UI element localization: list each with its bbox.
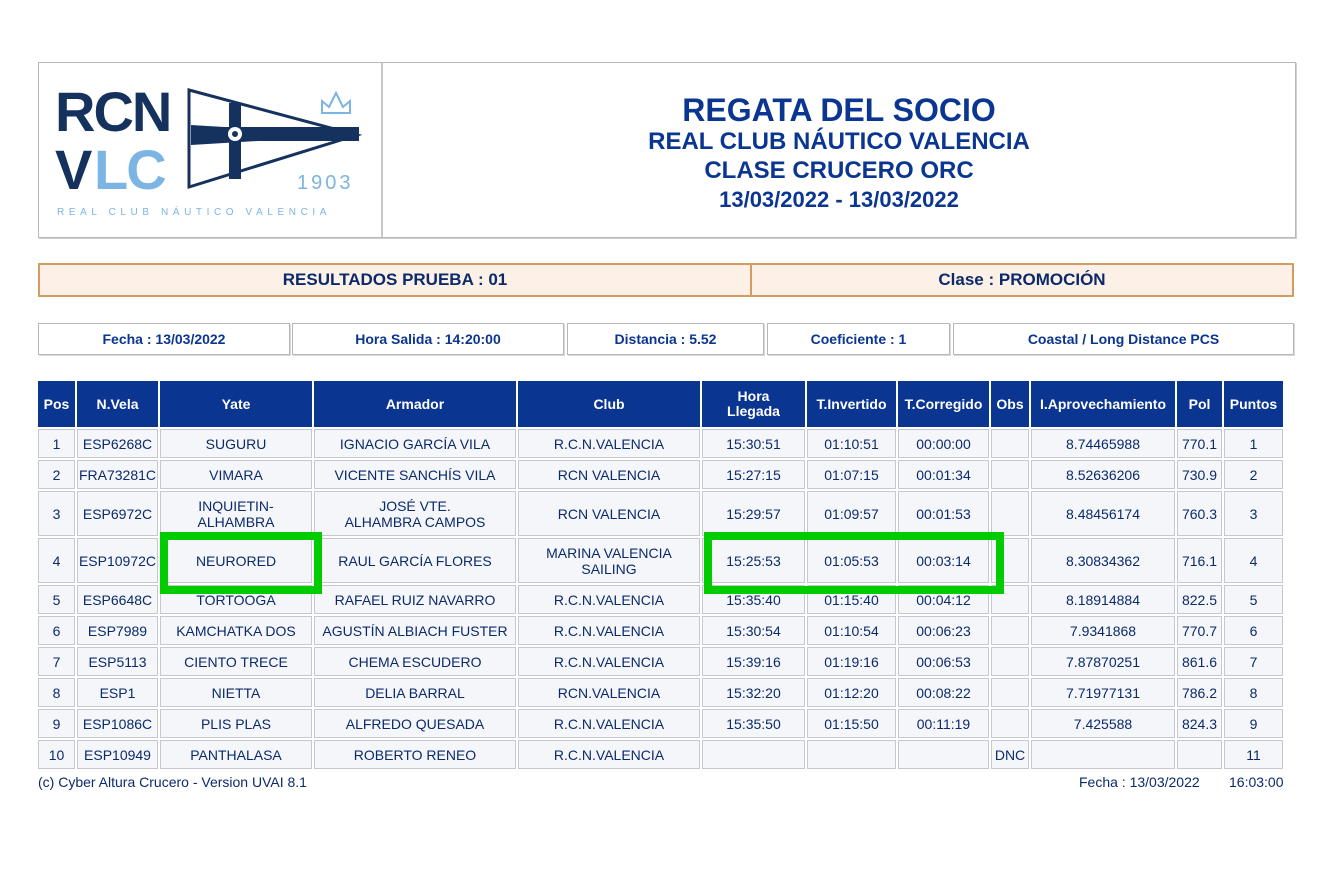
cell-corrected bbox=[898, 740, 989, 769]
cell-arrival: 15:27:15 bbox=[702, 460, 805, 489]
cell-yacht: NIETTA bbox=[160, 678, 312, 707]
col-club: Club bbox=[518, 381, 700, 427]
cell-corrected: 00:01:34 bbox=[898, 460, 989, 489]
header-titles bbox=[383, 63, 1295, 237]
results-title: RESULTADOS PRUEBA : 01 bbox=[40, 265, 752, 295]
cell-pol: 822.5 bbox=[1177, 585, 1222, 614]
cell-pos: 9 bbox=[38, 709, 75, 738]
table-row bbox=[38, 585, 1283, 614]
cell-corrected: 00:00:00 bbox=[898, 429, 989, 458]
cell-obs bbox=[991, 538, 1029, 583]
col-points: Puntos bbox=[1224, 381, 1283, 427]
cell-yacht: PANTHALASA bbox=[160, 740, 312, 769]
cell-performance: 8.30834362 bbox=[1031, 538, 1175, 583]
document-header bbox=[38, 62, 1296, 238]
cell-obs bbox=[991, 647, 1029, 676]
cell-club: R.C.N.VALENCIA bbox=[518, 740, 700, 769]
table-row bbox=[38, 538, 1283, 583]
cell-pol: 730.9 bbox=[1177, 460, 1222, 489]
cell-corrected: 00:04:12 bbox=[898, 585, 989, 614]
col-pos: Pos bbox=[38, 381, 75, 427]
cell-performance: 8.18914884 bbox=[1031, 585, 1175, 614]
cell-obs: DNC bbox=[991, 740, 1029, 769]
cell-pos: 6 bbox=[38, 616, 75, 645]
cell-points: 1 bbox=[1224, 429, 1283, 458]
col-pol: Pol bbox=[1177, 381, 1222, 427]
cell-yacht: KAMCHATKA DOS bbox=[160, 616, 312, 645]
cell-points: 11 bbox=[1224, 740, 1283, 769]
cell-owner: IGNACIO GARCÍA VILA bbox=[314, 429, 516, 458]
cell-pos: 1 bbox=[38, 429, 75, 458]
cell-arrival: 15:30:54 bbox=[702, 616, 805, 645]
cell-pos: 5 bbox=[38, 585, 75, 614]
info-date: Fecha : 13/03/2022 bbox=[38, 323, 290, 355]
table-row bbox=[38, 709, 1283, 738]
results-table bbox=[36, 379, 1285, 771]
cell-sail: ESP1086C bbox=[77, 709, 158, 738]
cell-elapsed: 01:05:53 bbox=[807, 538, 896, 583]
event-dates: 13/03/2022 - 13/03/2022 bbox=[719, 187, 959, 212]
col-obs: Obs bbox=[991, 381, 1029, 427]
cell-sail: ESP5113 bbox=[77, 647, 158, 676]
cell-points: 6 bbox=[1224, 616, 1283, 645]
cell-elapsed: 01:15:40 bbox=[807, 585, 896, 614]
cell-elapsed: 01:19:16 bbox=[807, 647, 896, 676]
cell-obs bbox=[991, 585, 1029, 614]
footer-time: 16:03:00 bbox=[1229, 774, 1284, 790]
cell-points: 2 bbox=[1224, 460, 1283, 489]
cell-performance: 7.9341868 bbox=[1031, 616, 1175, 645]
cell-pol bbox=[1177, 740, 1222, 769]
cell-owner: ROBERTO RENEO bbox=[314, 740, 516, 769]
cell-club: MARINA VALENCIA SAILING bbox=[518, 538, 700, 583]
cell-club: R.C.N.VALENCIA bbox=[518, 647, 700, 676]
cell-pos: 8 bbox=[38, 678, 75, 707]
cell-elapsed bbox=[807, 740, 896, 769]
cell-performance: 7.71977131 bbox=[1031, 678, 1175, 707]
cell-sail: ESP6972C bbox=[77, 491, 158, 536]
cell-sail: ESP6648C bbox=[77, 585, 158, 614]
cell-club: RCN VALENCIA bbox=[518, 460, 700, 489]
cell-owner: RAFAEL RUIZ NAVARRO bbox=[314, 585, 516, 614]
col-sail-number: N.Vela bbox=[77, 381, 158, 427]
info-start-time: Hora Salida : 14:20:00 bbox=[292, 323, 564, 355]
cell-club: R.C.N.VALENCIA bbox=[518, 585, 700, 614]
cell-pos: 7 bbox=[38, 647, 75, 676]
cell-pos: 4 bbox=[38, 538, 75, 583]
cell-club: R.C.N.VALENCIA bbox=[518, 616, 700, 645]
col-yacht: Yate bbox=[160, 381, 312, 427]
cell-elapsed: 01:10:54 bbox=[807, 616, 896, 645]
svg-text:LC: LC bbox=[94, 138, 165, 201]
info-coefficient: Coeficiente : 1 bbox=[767, 323, 950, 355]
col-owner: Armador bbox=[314, 381, 516, 427]
club-name: REAL CLUB NÁUTICO VALENCIA bbox=[648, 128, 1030, 155]
cell-elapsed: 01:10:51 bbox=[807, 429, 896, 458]
cell-yacht: TORTOOGA bbox=[160, 585, 312, 614]
cell-club: R.C.N.VALENCIA bbox=[518, 429, 700, 458]
cell-elapsed: 01:09:57 bbox=[807, 491, 896, 536]
cell-club: RCN.VALENCIA bbox=[518, 678, 700, 707]
class-name: CLASE CRUCERO ORC bbox=[704, 157, 974, 184]
cell-pos: 10 bbox=[38, 740, 75, 769]
table-row bbox=[38, 616, 1283, 645]
cell-pol: 770.1 bbox=[1177, 429, 1222, 458]
cell-club: R.C.N.VALENCIA bbox=[518, 709, 700, 738]
svg-text:1903: 1903 bbox=[297, 172, 354, 194]
info-method: Coastal / Long Distance PCS bbox=[953, 323, 1294, 355]
cell-sail: ESP7989 bbox=[77, 616, 158, 645]
cell-arrival: 15:30:51 bbox=[702, 429, 805, 458]
cell-pos: 2 bbox=[38, 460, 75, 489]
cell-sail: ESP6268C bbox=[77, 429, 158, 458]
table-row bbox=[38, 647, 1283, 676]
cell-arrival: 15:25:53 bbox=[702, 538, 805, 583]
cell-arrival bbox=[702, 740, 805, 769]
table-row bbox=[38, 740, 1283, 769]
cell-pol: 760.3 bbox=[1177, 491, 1222, 536]
cell-elapsed: 01:12:20 bbox=[807, 678, 896, 707]
cell-obs bbox=[991, 616, 1029, 645]
cell-sail: ESP1 bbox=[77, 678, 158, 707]
cell-pol: 770.7 bbox=[1177, 616, 1222, 645]
cell-sail: FRA73281C bbox=[77, 460, 158, 489]
col-arrival: Hora Llegada bbox=[702, 381, 805, 427]
cell-obs bbox=[991, 491, 1029, 536]
cell-points: 5 bbox=[1224, 585, 1283, 614]
info-distance: Distancia : 5.52 bbox=[567, 323, 764, 355]
class-title: Clase : PROMOCIÓN bbox=[938, 270, 1106, 289]
cell-sail: ESP10949 bbox=[77, 740, 158, 769]
col-performance: I.Aprovechamiento bbox=[1031, 381, 1175, 427]
cell-performance: 7.425588 bbox=[1031, 709, 1175, 738]
cell-pos: 3 bbox=[38, 491, 75, 536]
cell-performance: 7.87870251 bbox=[1031, 647, 1175, 676]
svg-text:V: V bbox=[55, 138, 91, 201]
cell-elapsed: 01:15:50 bbox=[807, 709, 896, 738]
cell-yacht: NEURORED bbox=[160, 538, 312, 583]
cell-owner: VICENTE SANCHÍS VILA bbox=[314, 460, 516, 489]
cell-corrected: 00:06:53 bbox=[898, 647, 989, 676]
cell-points: 3 bbox=[1224, 491, 1283, 536]
cell-yacht: VIMARA bbox=[160, 460, 312, 489]
cell-arrival: 15:32:20 bbox=[702, 678, 805, 707]
cell-pol: 786.2 bbox=[1177, 678, 1222, 707]
cell-performance: 8.74465988 bbox=[1031, 429, 1175, 458]
cell-sail: ESP10972C bbox=[77, 538, 158, 583]
rcn-vlc-logo-icon bbox=[39, 63, 379, 237]
cell-corrected: 00:01:53 bbox=[898, 491, 989, 536]
cell-owner: AGUSTÍN ALBIACH FUSTER bbox=[314, 616, 516, 645]
cell-arrival: 15:35:50 bbox=[702, 709, 805, 738]
cell-yacht: CIENTO TRECE bbox=[160, 647, 312, 676]
cell-owner: JOSÉ VTE. ALHAMBRA CAMPOS bbox=[314, 491, 516, 536]
cell-elapsed: 01:07:15 bbox=[807, 460, 896, 489]
cell-corrected: 00:08:22 bbox=[898, 678, 989, 707]
table-row bbox=[38, 678, 1283, 707]
svg-text:REAL CLUB NÁUTICO VALENCIA: REAL CLUB NÁUTICO VALENCIA bbox=[57, 207, 332, 218]
table-row bbox=[38, 491, 1283, 536]
cell-corrected: 00:06:23 bbox=[898, 616, 989, 645]
cell-corrected: 00:11:19 bbox=[898, 709, 989, 738]
cell-arrival: 15:29:57 bbox=[702, 491, 805, 536]
event-title: REGATA DEL SOCIO bbox=[682, 92, 996, 128]
cell-owner: ALFREDO QUESADA bbox=[314, 709, 516, 738]
cell-points: 4 bbox=[1224, 538, 1283, 583]
club-logo bbox=[39, 63, 383, 237]
cell-obs bbox=[991, 709, 1029, 738]
table-header-row bbox=[38, 381, 1283, 427]
table-row bbox=[38, 429, 1283, 458]
cell-obs bbox=[991, 460, 1029, 489]
cell-obs bbox=[991, 678, 1029, 707]
cell-performance bbox=[1031, 740, 1175, 769]
svg-text:RCN: RCN bbox=[55, 80, 171, 143]
footer-credits: (c) Cyber Altura Crucero - Version UVAI 8.1 bbox=[38, 774, 307, 790]
cell-arrival: 15:39:16 bbox=[702, 647, 805, 676]
cell-points: 8 bbox=[1224, 678, 1283, 707]
cell-performance: 8.52636206 bbox=[1031, 460, 1175, 489]
cell-performance: 8.48456174 bbox=[1031, 491, 1175, 536]
cell-yacht: SUGURU bbox=[160, 429, 312, 458]
cell-club: RCN VALENCIA bbox=[518, 491, 700, 536]
cell-pol: 716.1 bbox=[1177, 538, 1222, 583]
cell-owner: CHEMA ESCUDERO bbox=[314, 647, 516, 676]
table-row bbox=[38, 460, 1283, 489]
cell-pol: 824.3 bbox=[1177, 709, 1222, 738]
cell-obs bbox=[991, 429, 1029, 458]
results-banner bbox=[38, 263, 1294, 297]
cell-corrected: 00:03:14 bbox=[898, 538, 989, 583]
cell-arrival: 15:35:40 bbox=[702, 585, 805, 614]
col-corrected: T.Corregido bbox=[898, 381, 989, 427]
cell-owner: DELIA BARRAL bbox=[314, 678, 516, 707]
footer-date: Fecha : 13/03/2022 bbox=[1079, 774, 1200, 790]
cell-yacht: PLIS PLAS bbox=[160, 709, 312, 738]
cell-owner: RAUL GARCÍA FLORES bbox=[314, 538, 516, 583]
col-elapsed: T.Invertido bbox=[807, 381, 896, 427]
cell-yacht: INQUIETIN-ALHAMBRA bbox=[160, 491, 312, 536]
cell-pol: 861.6 bbox=[1177, 647, 1222, 676]
cell-points: 9 bbox=[1224, 709, 1283, 738]
cell-points: 7 bbox=[1224, 647, 1283, 676]
